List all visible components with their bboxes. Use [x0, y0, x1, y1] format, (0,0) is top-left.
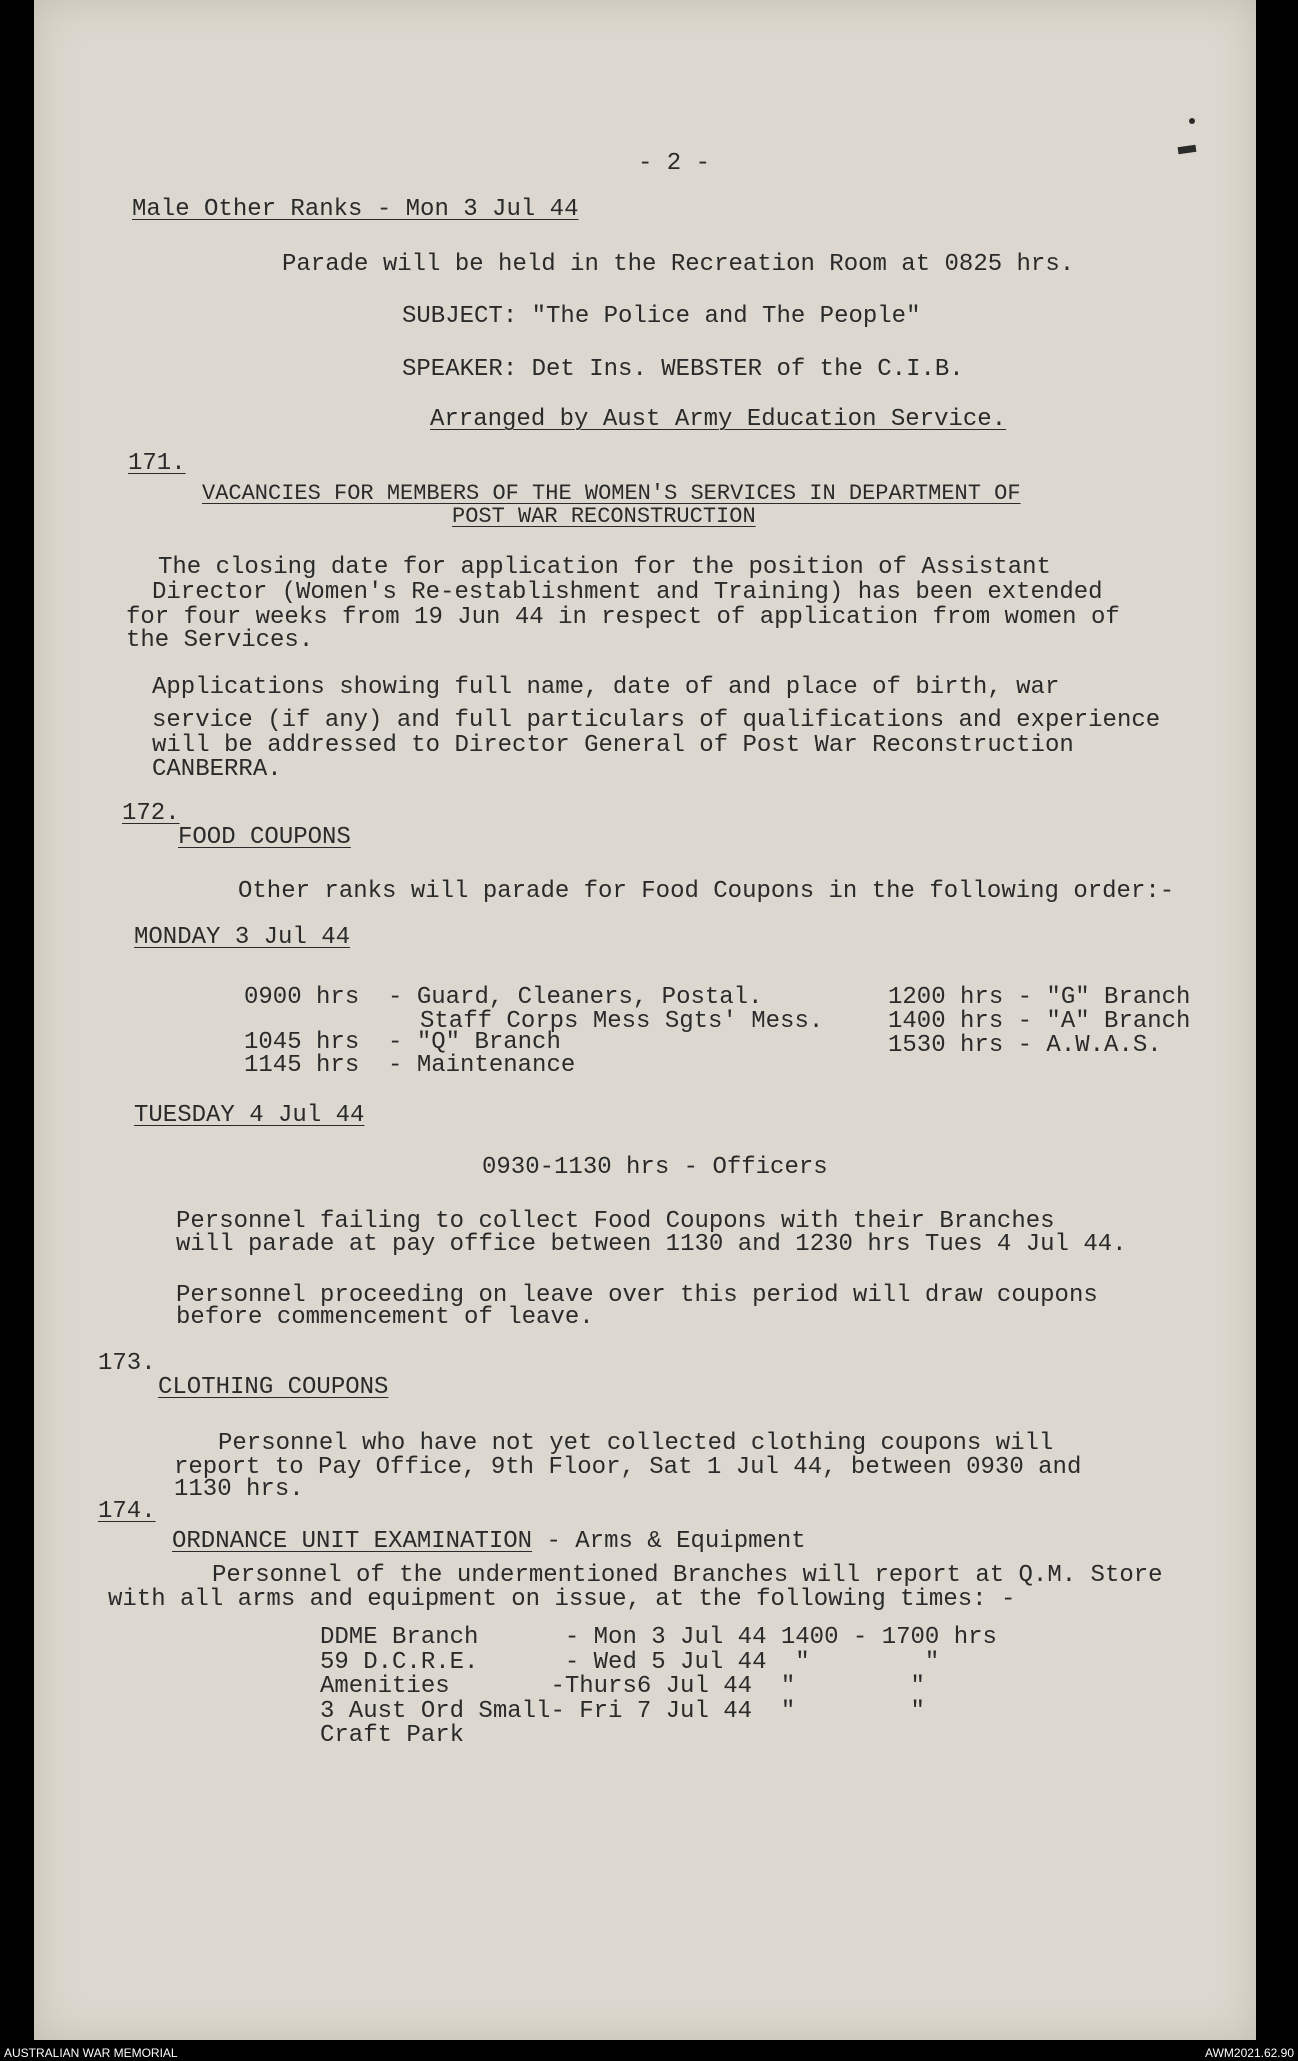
tuesday-heading: TUESDAY 4 Jul 44	[134, 1102, 365, 1129]
footer-source: AUSTRALIAN WAR MEMORIAL	[4, 2046, 178, 2060]
section-171-para1-line2: Director (Women's Re-establishment and Training) has been extended	[152, 579, 1103, 606]
food-coupons-para2-line1: Personnel proceeding on leave over this period will draw coupons	[176, 1282, 1098, 1309]
section-171-para2-line4: CANBERRA.	[152, 756, 282, 783]
ink-dot	[1189, 118, 1195, 124]
section-171-para2-line3: will be addressed to Director General of Post War Reconstruction	[152, 732, 1074, 759]
section-172-number: 172.	[122, 800, 180, 827]
clothing-coupons-line1: Personnel who have not yet collected clothing coupons will	[218, 1430, 1054, 1457]
monday-line2-left: Staff Corps Mess Sgts' Mess.	[420, 1008, 824, 1035]
section-173-number: 173.	[98, 1350, 156, 1377]
speaker-line: SPEAKER: Det Ins. WEBSTER of the C.I.B.	[402, 356, 964, 383]
food-coupons-intro: Other ranks will parade for Food Coupons in the following order:-	[238, 878, 1175, 905]
food-coupons-para1-line1: Personnel failing to collect Food Coupons with their Branches	[176, 1208, 1055, 1235]
ordnance-row: Craft Park	[320, 1722, 465, 1749]
monday-line1-left: 0900 hrs - Guard, Cleaners, Postal.	[244, 984, 763, 1011]
clothing-coupons-line3: 1130 hrs.	[174, 1476, 304, 1503]
section-171-title-line2: POST WAR RECONSTRUCTION	[452, 504, 756, 529]
section-172-title: FOOD COUPONS	[178, 824, 351, 851]
document-page	[34, 0, 1256, 2040]
section-174-title-suffix: - Arms & Equipment	[532, 1528, 806, 1555]
monday-heading: MONDAY 3 Jul 44	[134, 924, 351, 951]
ordnance-row: 3 Aust Ord Small- Fri 7 Jul 44 " "	[320, 1698, 925, 1725]
section-171-number: 171.	[128, 450, 186, 477]
male-other-ranks-heading: Male Other Ranks - Mon 3 Jul 44	[132, 196, 579, 223]
section-171-para1-line4: the Services.	[126, 627, 314, 654]
ordnance-row: 59 D.C.R.E. - Wed 5 Jul 44 " "	[320, 1649, 940, 1676]
ordnance-row: Amenities -Thurs6 Jul 44 " "	[320, 1673, 925, 1700]
clothing-coupons-line2: report to Pay Office, 9th Floor, Sat 1 Jul 44, between 0930 and	[174, 1454, 1082, 1481]
section-171-para2-line1: Applications showing full name, date of and place of birth, war	[152, 674, 1060, 701]
parade-line: Parade will be held in the Recreation Room at 0825 hrs.	[282, 251, 1075, 278]
section-174-number: 174.	[98, 1498, 156, 1525]
section-171-para1-line1: The closing date for application for the position of Assistant	[158, 554, 1051, 581]
section-174-title-block	[172, 1530, 806, 1554]
monday-line3-left: 1045 hrs - "Q" Branch	[244, 1029, 561, 1056]
page-number: - 2 -	[638, 150, 711, 177]
section-171-para1-line3: for four weeks from 19 Jun 44 in respect of application from women of	[126, 604, 1120, 631]
monday-line2-right: 1400 hrs - "A" Branch	[888, 1008, 1191, 1035]
monday-line1-right: 1200 hrs - "G" Branch	[888, 984, 1191, 1011]
monday-line3-right: 1530 hrs - A.W.A.S.	[888, 1032, 1162, 1059]
section-174-title: ORDNANCE UNIT EXAMINATION	[172, 1528, 533, 1555]
arranged-line: Arranged by Aust Army Education Service.	[430, 406, 1007, 433]
ordnance-para-line2: with all arms and equipment on issue, at the following times: -	[108, 1586, 1016, 1613]
section-171-para2-line2: service (if any) and full particulars of qualifications and experience	[152, 707, 1161, 734]
section-173-title: CLOTHING COUPONS	[158, 1374, 389, 1401]
subject-line: SUBJECT: "The Police and The People"	[402, 303, 921, 330]
footer-reference: AWM2021.62.90	[1205, 2046, 1294, 2060]
food-coupons-para2-line2: before commencement of leave.	[176, 1304, 594, 1331]
ink-mark	[1178, 145, 1197, 154]
ordnance-para-line1: Personnel of the undermentioned Branches will report at Q.M. Store	[212, 1562, 1163, 1589]
tuesday-line1: 0930-1130 hrs - Officers	[482, 1154, 828, 1181]
food-coupons-para1-line2: will parade at pay office between 1130 and 1230 hrs Tues 4 Jul 44.	[176, 1231, 1127, 1258]
monday-line4-left: 1145 hrs - Maintenance	[244, 1052, 576, 1079]
ordnance-row: DDME Branch - Mon 3 Jul 44 1400 - 1700 hrs	[320, 1624, 997, 1651]
section-171-title-line1: VACANCIES FOR MEMBERS OF THE WOMEN'S SERVICES IN DEPARTMENT OF	[202, 481, 1021, 506]
